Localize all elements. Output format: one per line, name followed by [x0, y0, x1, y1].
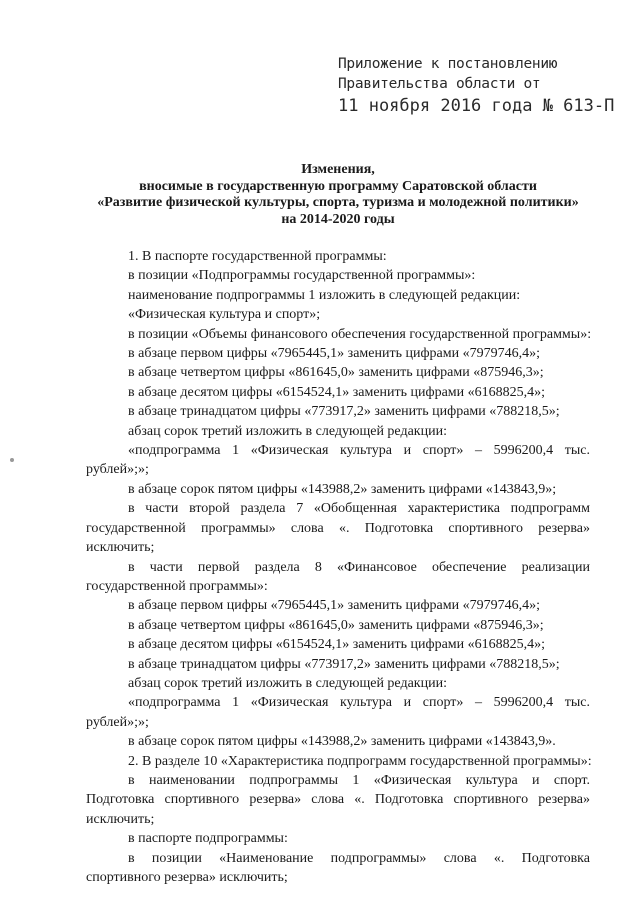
- paragraph-line: «подпрограмма 1 «Физическая культура и спорт» – 5996200,4 тыс.: [128, 443, 590, 459]
- paragraph: в абзаце тринадцатом цифры «773917,2» заменить цифрами «788218,5»;: [128, 404, 560, 420]
- title-line: «Развитие физической культуры, спорта, туризма и молодежной политики»: [97, 195, 579, 210]
- scan-dot: [10, 458, 14, 462]
- header-line: Правительства области от: [338, 76, 541, 92]
- paragraph: в абзаце тринадцатом цифры «773917,2» заменить цифрами «788218,5»;: [128, 656, 560, 672]
- paragraph: в абзаце сорок пятом цифры «143988,2» заменить цифрами «143843,9»;: [128, 481, 557, 497]
- header-line: Приложение к постановлению: [338, 56, 558, 72]
- paragraph-line: в наименовании подпрограммы 1 «Физическая культура и спорт.: [128, 772, 590, 788]
- paragraph-line: государственной программы»:: [86, 578, 268, 594]
- title-line: Изменения,: [301, 162, 375, 177]
- document-title: [78, 162, 598, 228]
- paragraph-line: в части второй раздела 7 «Обобщенная характеристика подпрограмм: [128, 501, 590, 517]
- paragraph-line: рублей»;»;: [86, 714, 149, 730]
- header-date-number: 11 ноября 2016 года № 613-П: [338, 96, 615, 116]
- paragraph-line: в части первой раздела 8 «Финансовое обеспечение реализации: [128, 559, 590, 575]
- appendix-header: [338, 54, 628, 117]
- paragraph: «Физическая культура и спорт»;: [128, 307, 321, 323]
- paragraph-line: спортивного резерва» исключить;: [86, 870, 288, 885]
- paragraph: в абзаце десятом цифры «6154524,1» заменить цифрами «6168825,4»;: [128, 384, 546, 400]
- paragraph: наименование подпрограммы 1 изложить в следующей редакции:: [128, 287, 521, 303]
- paragraph: абзац сорок третий изложить в следующей редакции:: [128, 423, 447, 439]
- paragraph-line: рублей»;»;: [86, 462, 149, 478]
- paragraph: 2. В разделе 10 «Характеристика подпрограмм государственной программы»:: [128, 753, 592, 769]
- title-line: вносимые в государственную программу Саратовской области: [139, 178, 537, 194]
- document-body: [86, 247, 590, 887]
- paragraph: абзац сорок третий изложить в следующей редакции:: [128, 675, 447, 691]
- paragraph: в позиции «Подпрограммы государственной программы»:: [128, 268, 476, 284]
- paragraph: в абзаце четвертом цифры «861645,0» заменить цифрами «875946,3»;: [128, 365, 544, 381]
- paragraph: в абзаце десятом цифры «6154524,1» заменить цифрами «6168825,4»;: [128, 637, 546, 653]
- paragraph-line: исключить;: [86, 540, 155, 556]
- paragraph: в абзаце первом цифры «7965445,1» заменить цифрами «7979746,4»;: [128, 346, 540, 362]
- paragraph-line: исключить;: [86, 811, 155, 827]
- title-line: на 2014-2020 годы: [281, 211, 395, 227]
- paragraph: в абзаце первом цифры «7965445,1» заменить цифрами «7979746,4»;: [128, 598, 540, 614]
- paragraph: в абзаце четвертом цифры «861645,0» заменить цифрами «875946,3»;: [128, 617, 544, 633]
- paragraph: в паспорте подпрограммы:: [128, 831, 288, 847]
- paragraph: в позиции «Объемы финансового обеспечения государственной программы»:: [128, 326, 592, 342]
- paragraph: 1. В паспорте государственной программы:: [128, 249, 387, 264]
- paragraph-line: в позиции «Наименование подпрограммы» слова «. Подготовка: [128, 850, 590, 866]
- paragraph-line: Подготовка спортивного резерва» слова «. Подготовка спортивного резерва»: [86, 792, 590, 808]
- paragraph-line: «подпрограмма 1 «Физическая культура и спорт» – 5996200,4 тыс.: [128, 695, 590, 711]
- paragraph: в абзаце сорок пятом цифры «143988,2» заменить цифрами «143843,9».: [128, 734, 556, 750]
- paragraph-line: государственной программы» слова «. Подготовка спортивного резерва»: [86, 520, 590, 536]
